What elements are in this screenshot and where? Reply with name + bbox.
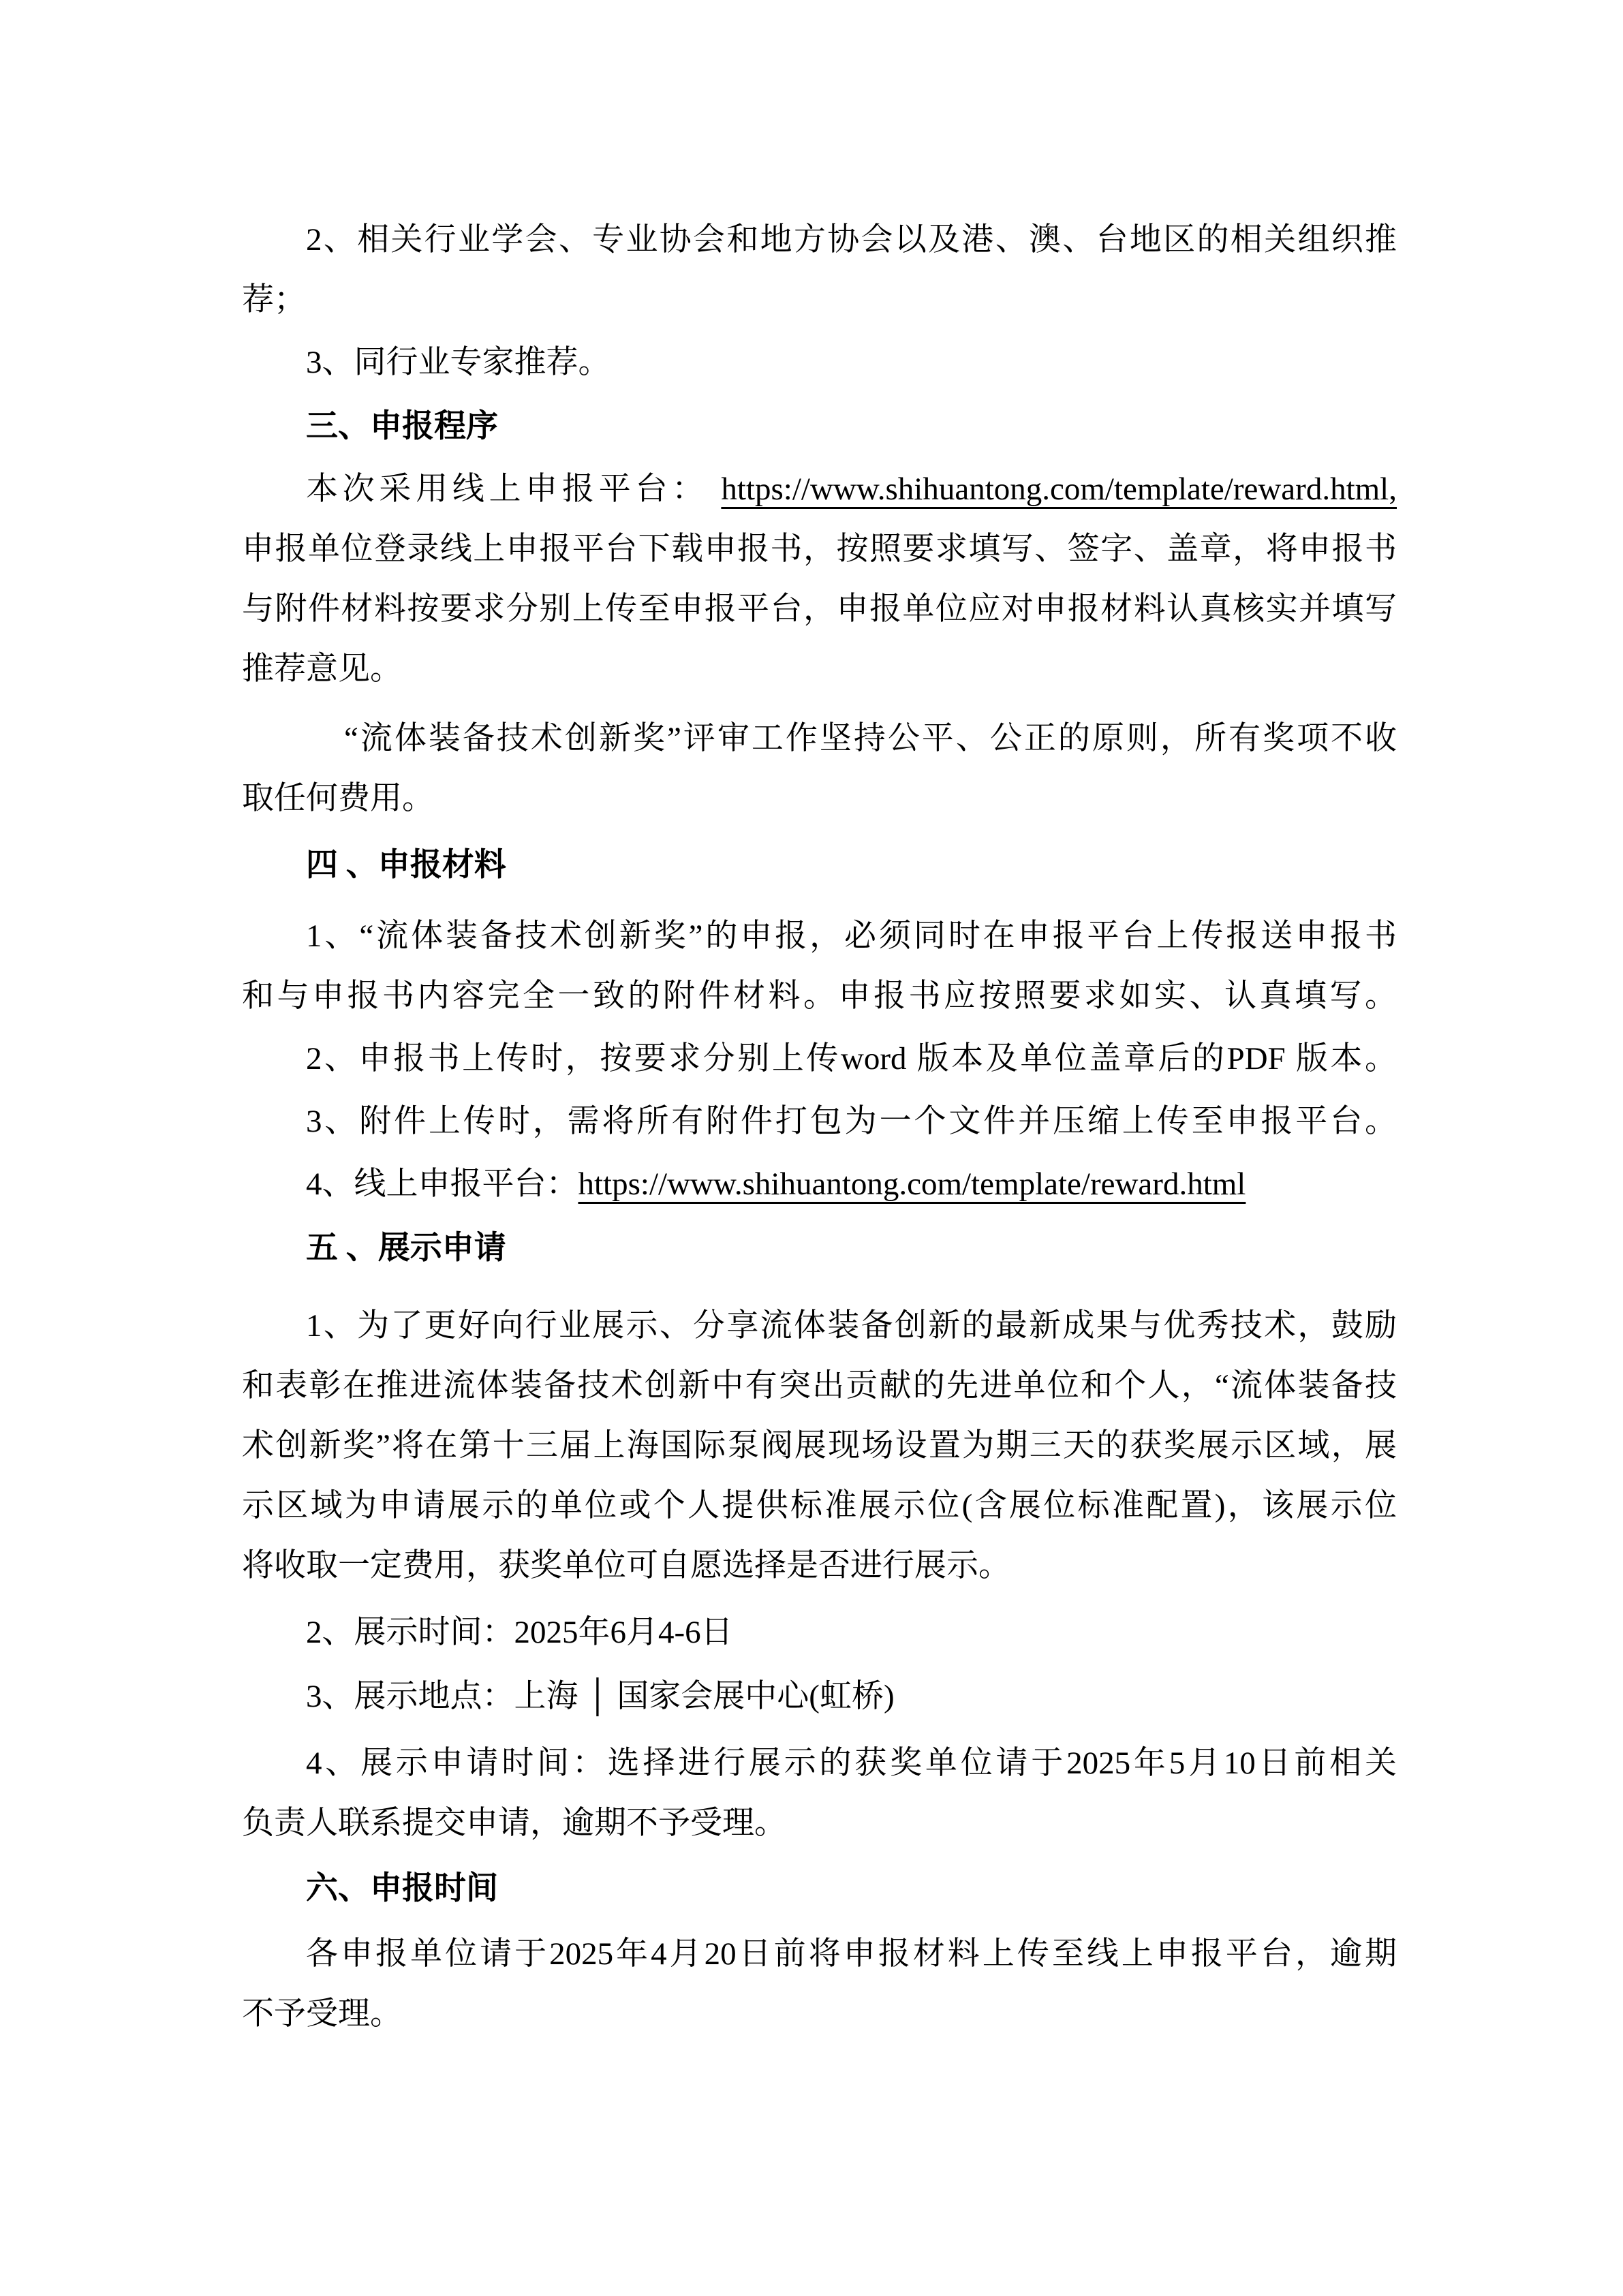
online-platform-link[interactable]: https://www.shihuantong.com/template/reward.html, xyxy=(721,471,1397,507)
text-line xyxy=(242,459,1397,519)
text-line xyxy=(242,1416,1397,1476)
text-run: 和表彰在推进流体装备技术创新中有突出贡献的先进单位和个人，“流体装备技 xyxy=(242,1368,1397,1403)
text-run: 负责人联系提交申请，逾期不予受理。 xyxy=(242,1805,786,1841)
paragraph xyxy=(242,1733,1397,1853)
text-run: 3、同行业专家推荐。 xyxy=(306,345,610,380)
text-run: 四 、申报材料 xyxy=(306,848,506,883)
text-line xyxy=(242,210,1397,270)
text-run: 申报单位登录线上申报平台下载申报书，按照要求填写、签字、盖章，将申报书 xyxy=(242,531,1397,567)
text-line xyxy=(242,1602,1397,1662)
text-line xyxy=(242,1666,1397,1726)
text-line xyxy=(242,1218,1397,1278)
paragraph xyxy=(242,1666,1397,1726)
paragraph xyxy=(242,459,1397,699)
text-run: 1、“流体装备技术创新奖”的申报，必须同时在申报平台上传报送申报书 xyxy=(306,918,1397,954)
text-line xyxy=(242,709,1397,769)
text-line xyxy=(242,906,1397,966)
text-line xyxy=(242,332,1397,392)
section-heading xyxy=(242,835,1397,895)
text-line xyxy=(242,1476,1397,1536)
text-line xyxy=(242,1091,1397,1151)
text-line xyxy=(242,966,1397,1026)
online-platform-link[interactable]: https://www.shihuantong.com/template/reward.html xyxy=(578,1166,1246,1202)
text-run: 取任何费用。 xyxy=(242,781,434,816)
text-line xyxy=(242,639,1397,699)
text-run: 与附件材料按要求分别上传至申报平台，申报单位应对申报材料认真核实并填写 xyxy=(242,591,1397,627)
text-run: 术创新奖”将在第十三届上海国际泵阀展现场设置为期三天的获奖展示区域，展 xyxy=(242,1428,1397,1463)
text-line xyxy=(242,1733,1397,1793)
text-run: 三、申报程序 xyxy=(306,409,498,444)
text-line xyxy=(242,270,1397,330)
text-line xyxy=(242,835,1397,895)
text-line xyxy=(242,397,1397,456)
section-heading xyxy=(242,1218,1397,1278)
text-run: 3、展示地点：上海 │ 国家会展中心(虹桥) xyxy=(306,1679,895,1714)
text-line xyxy=(242,1859,1397,1919)
text-line xyxy=(242,519,1397,579)
text-run: 示区域为申请展示的单位或个人提供标准展示位(含展位标准配置)，该展示位 xyxy=(242,1488,1397,1523)
section-heading xyxy=(242,397,1397,456)
text-run: 2、申报书上传时，按要求分别上传word 版本及单位盖章后的PDF 版本。 xyxy=(306,1041,1397,1076)
text-line xyxy=(242,1924,1397,1984)
text-run: 六、申报时间 xyxy=(306,1871,498,1906)
text-line xyxy=(242,579,1397,639)
text-run: 2、相关行业学会、专业协会和地方协会以及港、澳、台地区的相关组织推 xyxy=(306,222,1397,258)
text-run: 和与申报书内容完全一致的附件材料。申报书应按照要求如实、认真填写。 xyxy=(242,978,1397,1014)
text-run: 4、线上申报平台： xyxy=(306,1166,578,1202)
text-run: 1、为了更好向行业展示、分享流体装备创新的最新成果与优秀技术，鼓励 xyxy=(306,1308,1397,1344)
text-run: 荐； xyxy=(242,282,306,317)
text-run: 不予受理。 xyxy=(242,1996,402,2032)
paragraph xyxy=(242,1602,1397,1662)
text-line xyxy=(242,1356,1397,1416)
text-run: “流体装备技术创新奖”评审工作坚持公平、公正的原则，所有奖项不收 xyxy=(344,721,1397,756)
text-run: 各申报单位请于2025年4月20日前将申报材料上传至线上申报平台，逾期 xyxy=(306,1936,1397,1972)
text-run: 4、展示申请时间：选择进行展示的获奖单位请于2025年5月10日前相关 xyxy=(306,1746,1397,1781)
paragraph xyxy=(242,1091,1397,1151)
text-line xyxy=(242,1793,1397,1853)
text-run: 推荐意见。 xyxy=(242,651,402,687)
text-line xyxy=(242,1296,1397,1356)
text-run: 将收取一定费用，获奖单位可自愿选择是否进行展示。 xyxy=(242,1548,1010,1583)
document-body xyxy=(242,210,1397,2044)
paragraph xyxy=(242,1154,1397,1214)
paragraph xyxy=(242,1296,1397,1596)
paragraph xyxy=(242,1029,1397,1089)
text-run: 2、展示时间：2025年6月4-6日 xyxy=(306,1615,733,1650)
text-line xyxy=(242,769,1397,828)
text-run: 本次采用线上申报平台： xyxy=(306,471,722,507)
section-heading xyxy=(242,1859,1397,1919)
paragraph xyxy=(242,1924,1397,2044)
text-line xyxy=(242,1154,1397,1214)
paragraph xyxy=(242,332,1397,392)
paragraph xyxy=(242,210,1397,330)
paragraph xyxy=(242,906,1397,1026)
text-line xyxy=(242,1029,1397,1089)
text-line xyxy=(242,1984,1397,2044)
text-line xyxy=(242,1536,1397,1596)
paragraph xyxy=(242,709,1397,828)
text-run: 3、附件上传时，需将所有附件打包为一个文件并压缩上传至申报平台。 xyxy=(306,1104,1397,1139)
text-run: 五 、展示申请 xyxy=(306,1230,506,1266)
